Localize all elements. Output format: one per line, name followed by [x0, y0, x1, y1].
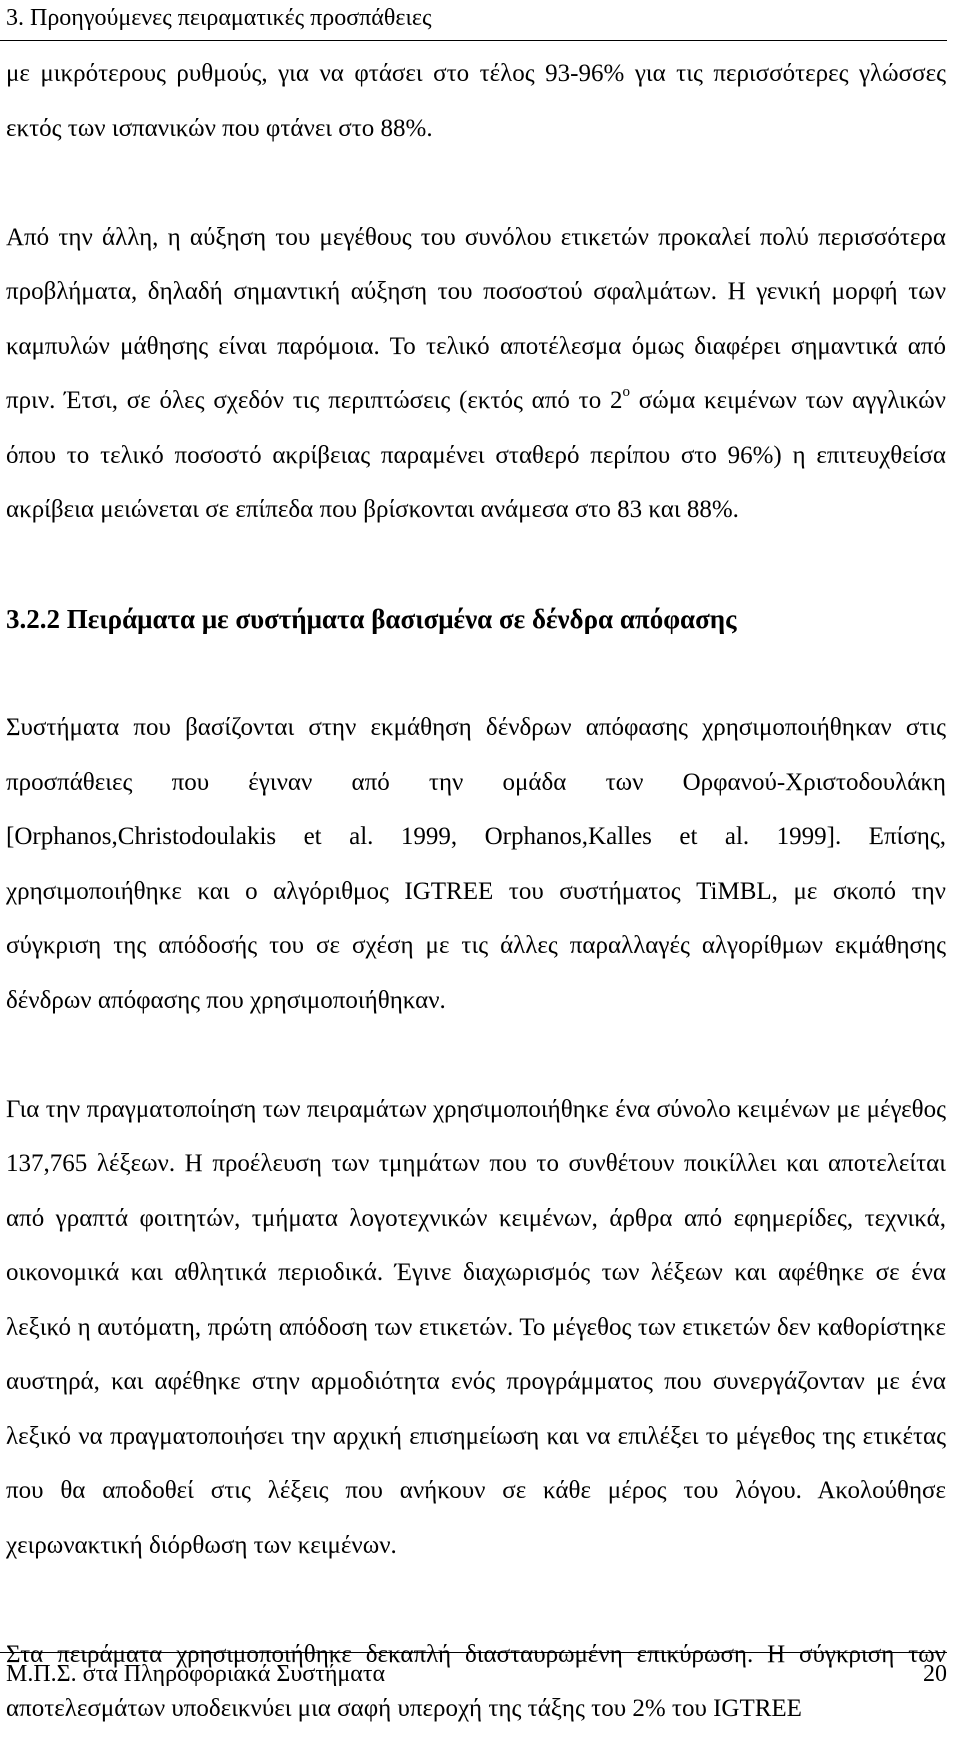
paragraph-2 [6, 211, 946, 538]
chapter-title: 3. Προηγούμενες πειραματικές προσπάθειες [6, 5, 432, 31]
ordinal-superscript: ο [622, 384, 630, 400]
page-footer [0, 1652, 947, 1701]
section-heading: 3.2.2 Πειράματα με συστήματα βασισμένα σε δένδρα απόφασης [6, 604, 737, 634]
paragraph-gap [6, 156, 946, 211]
paragraph-gap [6, 1573, 946, 1628]
page-header [0, 0, 947, 41]
paragraph-gap [6, 647, 946, 702]
paragraph-1: με μικρότερους ρυθμούς, για να φτάσει στο τέλος 93-96% για τις περισσότερες γλώσσες εκτός των ισπανικών που φτάνει στο 88%. [6, 60, 946, 142]
paragraph-2-text-a: Από την άλλη, η αύξηση του μεγέθους του συνόλου ετικετών προκαλεί πολύ περισσότερα προβλήματα, δηλαδή σημαντική αύξηση του ποσοστού σφαλμάτων. Η γενική μορφή των καμπυλών μάθησης είναι παρόμοια. Το τελικό αποτέλεσμα όμως διαφέρει σημαντικά από πριν. Έτσι, σε όλες σχεδόν τις περιπτώσεις (εκτός από το 2 [6, 223, 946, 414]
document-body [6, 47, 946, 1737]
page-number: 20 [923, 1661, 947, 1687]
paragraph-gap [6, 1028, 946, 1083]
paragraph-3: Συστήματα που βασίζονται στην εκμάθηση δένδρων απόφασης χρησιμοποιήθηκαν στις προσπάθειες που έγιναν από την ομάδα των Ορφανού-Χριστοδουλάκη [Orphanos,Christodoulakis et al. 1999, Orphanos,Kalles et al. 1999]. Επίσης, χρησιμοποιήθηκε και ο αλγόριθμος IGTREE του συστήματος TiMBL, με σκοπό την σύγκριση της απόδοσής του σε σχέση με τις άλλες παραλλαγές αλγορίθμων εκμάθησης δένδρων απόφασης που χρησιμοποιήθηκαν. [6, 714, 946, 1014]
paragraph-4: Για την πραγματοποίηση των πειραμάτων χρησιμοποιήθηκε ένα σύνολο κειμένων με μέγεθος 137,765 λέξεων. Η προέλευση των τμημάτων που το συνθέτουν ποικίλλει και αποτελείται από γραπτά φοιτητών, τμήματα λογοτεχνικών κειμένων, άρθρα από εφημερίδες, τεχνικά, οικονομικά και αθλητικά περιοδικά. Έγινε διαχωρισμός των λέξεων και αφέθηκε σε ένα λεξικό η αυτόματη, πρώτη απόδοση των ετικετών. Το μέγεθος των ετικετών δεν καθορίστηκε αυστηρά, και αφέθηκε στην αρμοδιότητα ενός προγράμματος που συνεργάζονταν με ένα λεξικό να πραγματοποιήσει την αρχική επισημείωση και να επιλέξει το μέγεθος της ετικέτας που θα αποδοθεί στις λέξεις που ανήκουν σε κάθε μέρος του λόγου. Ακολούθησε χειρωνακτική διόρθωση των κειμένων. [6, 1095, 946, 1559]
paragraph-gap [6, 538, 946, 593]
paragraph-2-text-b: σώμα κειμένων των αγγλικών όπου το τελικό ποσοστό ακρίβειας παραμένει σταθερό περίπου στο 96%) η επιτευχθείσα ακρίβεια μειώνεται σε επίπεδα που βρίσκονται ανάμεσα στο 83 και 88%. [6, 387, 946, 523]
footer-program-name: Μ.Π.Σ. στα Πληροφοριακά Συστήματα [6, 1661, 386, 1687]
paragraph-5: Στα πειράματα χρησιμοποιήθηκε δεκαπλή διασταυρωμένη επικύρωση. Η σύγκριση των αποτελεσμάτων υποδεικνύει μια σαφή υπεροχή της τάξης του 2% του IGTREE [6, 1640, 946, 1722]
